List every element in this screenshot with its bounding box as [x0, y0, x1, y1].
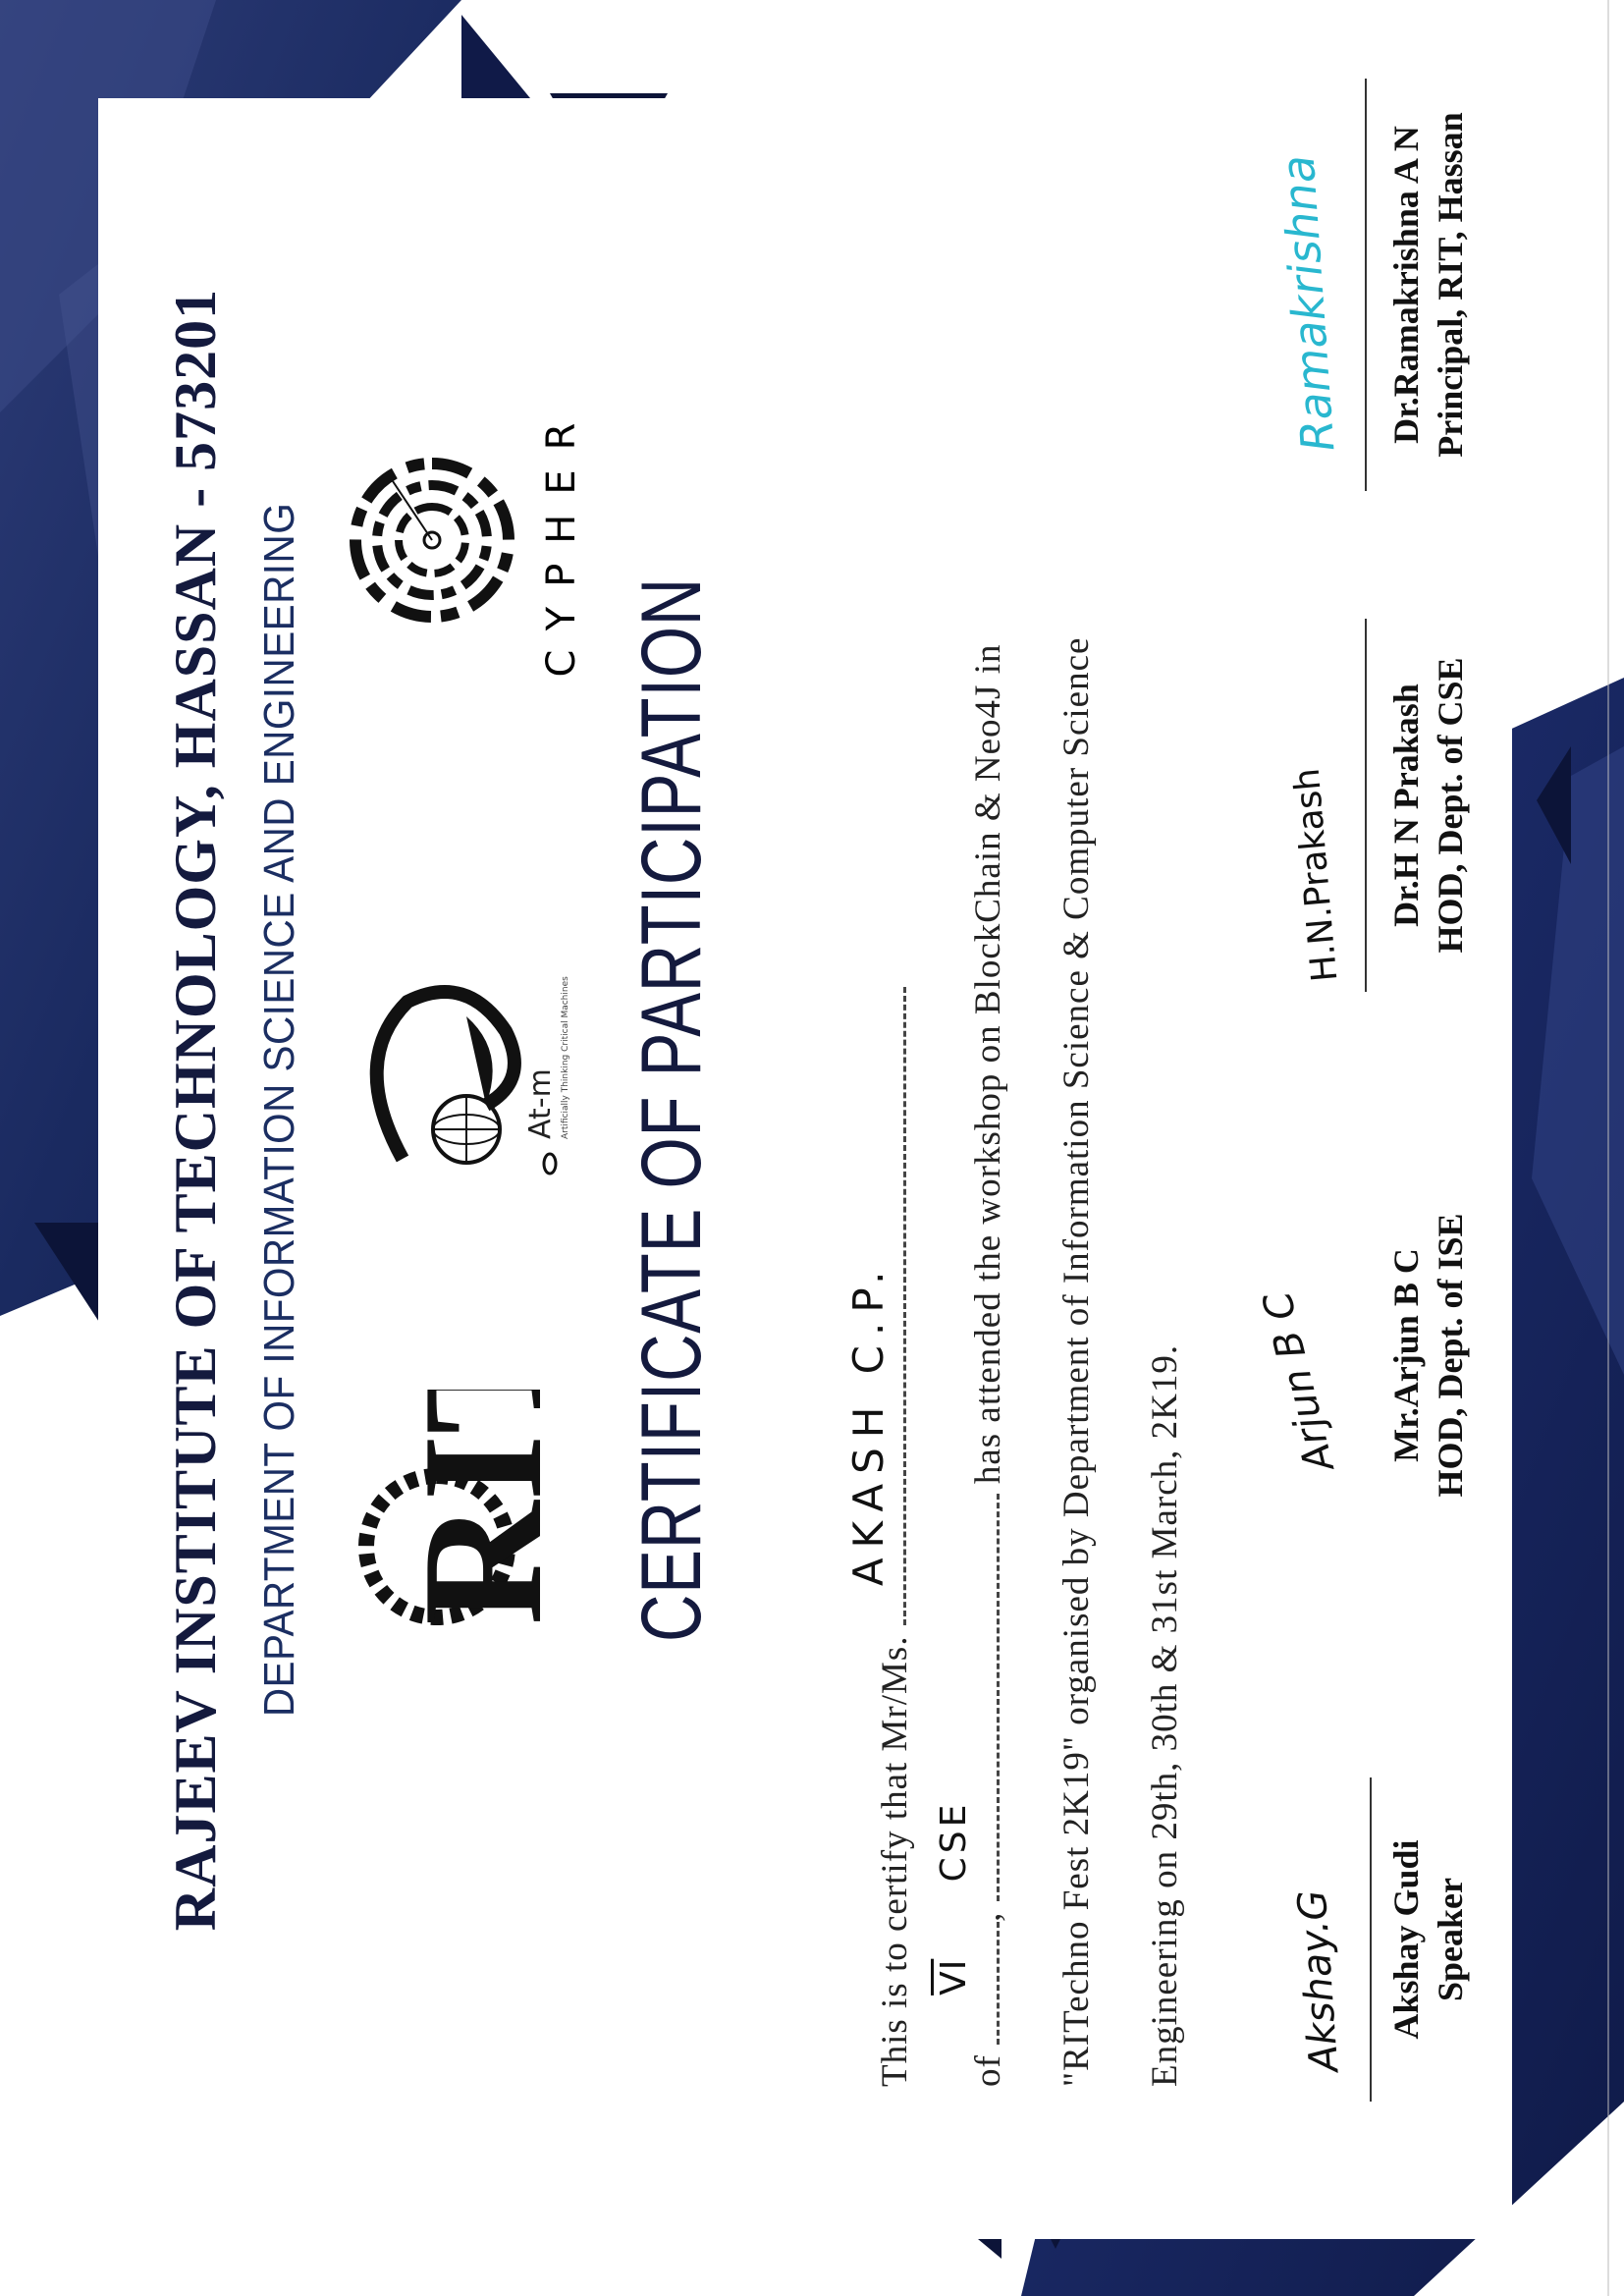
signatory-speaker: [1227, 1748, 1492, 2102]
body-line-3: "RITechno Fest 2K19" organised by Department of Information Science & Computer Science: [1056, 636, 1097, 2087]
signatory-role: Principal, RIT, Hassan: [1431, 112, 1470, 458]
signatory-name: Dr.H N Prakash: [1386, 683, 1426, 927]
signatures-row: [1227, 59, 1502, 2102]
signature-principal: Ramakrishna: [1271, 153, 1345, 454]
signatory-role: Speaker: [1431, 1878, 1470, 2001]
rit-logo: [339, 1390, 584, 1645]
branch: CSE: [934, 1800, 974, 1883]
signatory-hod-ise: [1227, 1178, 1492, 1532]
signatory-name: Dr.Ramakrishna A N: [1386, 126, 1426, 444]
signatory-name: Mr.Arjun B C: [1386, 1248, 1426, 1462]
institute-title: RAJEEV INSTITUTE OF TECHNOLOGY, HASSAN - 573201: [163, 288, 228, 1932]
signatory-role: HOD, Dept. of ISE: [1431, 1213, 1470, 1498]
signature-line: [1370, 1777, 1372, 2102]
body-line-4: Engineering on 29th, 30th & 31st March, 2K19.: [1145, 1343, 1185, 2087]
certificate: [98, 39, 1512, 2180]
rit-logo-text: RIT: [387, 1390, 577, 1625]
signatory-name: Akshay Gudi: [1386, 1839, 1426, 2040]
certify-prefix: This is to certify that Mr/Ms.: [875, 1635, 915, 2087]
signature-line: [1365, 79, 1367, 491]
branch-blank: [934, 1494, 1000, 1901]
semester-blank: [934, 1922, 1000, 2045]
body-line-1: [844, 987, 916, 2087]
signature-hod-ise: Arjun B C: [1255, 1286, 1343, 1476]
participant-name: AKASH C.P.: [844, 1261, 893, 1587]
signature-line: [1365, 619, 1367, 992]
comma: ,: [968, 1911, 1008, 1922]
cypher-logo-text: CYPHER: [539, 403, 584, 678]
body-line-2: [934, 643, 1009, 2087]
signatory-hod-cse: [1227, 629, 1492, 1002]
signature-hod-cse: H.N.Prakash: [1286, 766, 1346, 984]
participant-name-blank: [844, 987, 906, 1625]
atm-tagline: Artificially Thinking Critical Machines: [561, 976, 570, 1139]
of-label: of: [968, 2054, 1008, 2087]
signature-speaker: Akshay.G: [1289, 1888, 1348, 2074]
department-title: DEPARTMENT OF INFORMATION SCIENCE AND ENGINEERING: [255, 502, 303, 1718]
signatory-principal: [1227, 59, 1492, 491]
signatory-role: HOD, Dept. of CSE: [1431, 657, 1470, 954]
cypher-logo: [344, 373, 589, 707]
workshop-text: has attended the workshop on BlockChain & Neo4J in: [968, 643, 1008, 1485]
semester: $\overline{VI}$: [934, 1958, 974, 1995]
atm-logo: [358, 962, 574, 1198]
atm-logo-text: At-m: [523, 1068, 558, 1139]
certificate-title: CERTIFICATE OF PARTICIPATION: [624, 576, 719, 1643]
